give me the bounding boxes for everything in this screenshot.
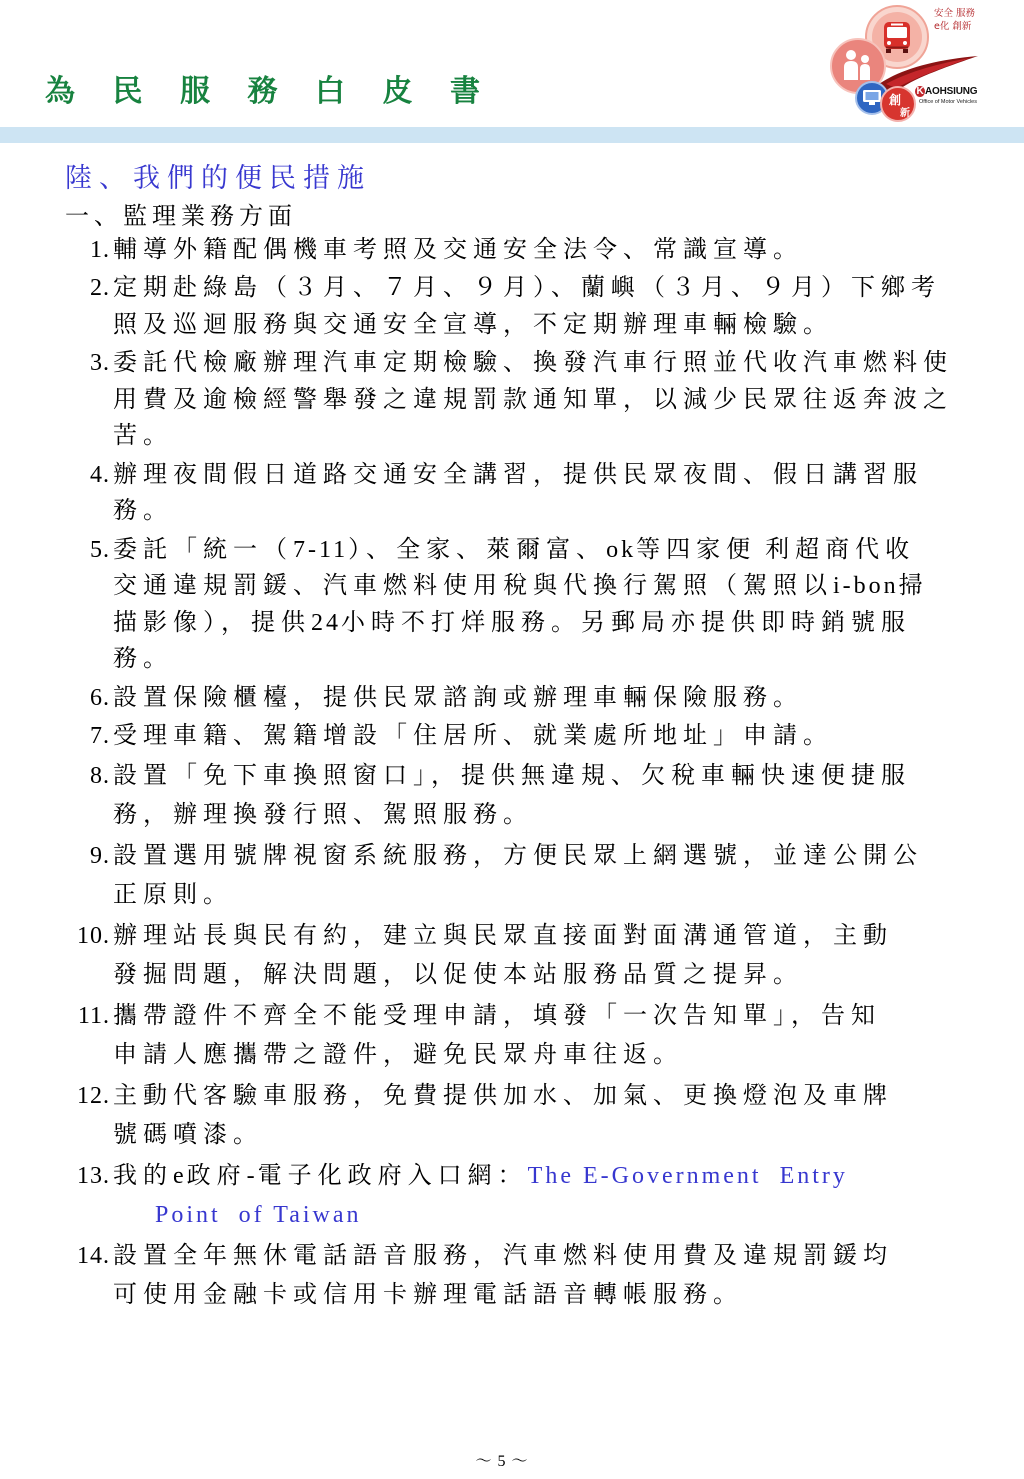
- logo-tagline-row-1: 安全 服務: [934, 8, 976, 19]
- list-item: [57, 232, 997, 269]
- item-text-line: 號碼噴漆。: [113, 1121, 263, 1148]
- item-body: [110, 270, 997, 343]
- item-body: [110, 997, 997, 1075]
- item-body: [110, 457, 997, 530]
- item-number: 10.: [77, 922, 110, 949]
- bus-window: [887, 27, 907, 38]
- list-item: [57, 532, 997, 678]
- item-text-line: 定期赴綠島（３月、７月、９月）、蘭嶼（３月、９月）下鄉考: [113, 275, 941, 302]
- item-body: [110, 532, 997, 678]
- list-item: [57, 917, 997, 995]
- item-text-line: 正原則。: [113, 881, 233, 908]
- innovation-badge: [881, 87, 915, 121]
- item-number: 12.: [77, 1082, 110, 1109]
- half-width-run: ok: [606, 536, 637, 563]
- person-body-child: [860, 64, 870, 80]
- item-text-line: 設置保險櫃檯，提供民眾諮詢或辦理車輛保險服務。: [113, 684, 803, 711]
- item-body: [110, 345, 997, 455]
- item-text-line: 務。: [113, 646, 173, 673]
- item-body: [110, 837, 997, 915]
- item-text-line: 設置「免下車換照窗口」，提供無違規、欠稅車輛快速便捷服: [113, 762, 911, 789]
- item-number: 3.: [90, 350, 110, 377]
- list-item: [57, 1077, 997, 1155]
- item-text-line: 申請人應攜帶之證件，避免民眾舟車往返。: [113, 1041, 683, 1068]
- item-text-line: 務。: [113, 498, 173, 525]
- bus-headlight-right: [903, 41, 907, 45]
- half-width-run: e: [173, 1162, 187, 1189]
- item-body: [110, 1237, 997, 1315]
- item-text-line: 攜帶證件不齊全不能受理申請，填發「一次告知單」，告知: [113, 1002, 881, 1029]
- item-body: [110, 680, 997, 717]
- item-body: [110, 757, 997, 835]
- logo-org-name: KAOHSIUNG: [916, 86, 978, 97]
- item-text-line: 務，辦理換發行照、駕照服務。: [113, 801, 533, 828]
- item-body: [110, 917, 997, 995]
- bus-sign: [891, 24, 903, 26]
- item-text-line: 輔導外籍配偶機車考照及交通安全法令、常識宣導。: [113, 236, 803, 263]
- item-text-line: [113, 1157, 997, 1196]
- list-item: [57, 997, 997, 1075]
- item-body: [110, 1157, 997, 1235]
- logo-graphic: [820, 0, 990, 126]
- list-item: [57, 345, 997, 455]
- item-number: 9.: [90, 842, 110, 869]
- e-government-link[interactable]: [528, 1163, 848, 1189]
- document-title: 為 民 服 務 白 皮 書: [45, 75, 495, 108]
- half-width-run: [756, 537, 765, 563]
- item-text-line: 苦。: [113, 423, 173, 450]
- monitor-stand: [869, 102, 875, 105]
- item-text-line: 可使用金融卡或信用卡辦理電話語音轉帳服務。: [113, 1281, 743, 1308]
- item-body: [110, 1077, 997, 1155]
- bus-wheel-left: [886, 49, 891, 53]
- bus-headlight-left: [887, 41, 891, 45]
- monitor-screen: [866, 92, 879, 100]
- badge-char-2: 新: [900, 108, 910, 119]
- person-head-adult: [846, 50, 856, 60]
- section-heading: 陸、我們的便民措施: [65, 163, 371, 193]
- item-text-line: 交通違規罰鍰、汽車燃料使用稅與代換行駕照（駕照以i-bon掃: [113, 573, 929, 600]
- logo-tagline-row-2: e化 創新: [934, 21, 972, 32]
- list-item: [57, 680, 997, 717]
- item-number: 5.: [90, 536, 110, 563]
- half-width-run: Point of Taiwan: [155, 1201, 362, 1228]
- item-text-line: 描影像），提供24小時不打烊服務。另郵局亦提供即時銷號服: [113, 609, 911, 636]
- half-width-run: -: [246, 1162, 258, 1189]
- list-item: [57, 757, 997, 835]
- item-number: 6.: [90, 684, 110, 711]
- item-text-line: 委託「統一（7-11）、全家、萊爾富、ok等四家便 利超商代收: [113, 536, 916, 563]
- person-body-adult: [844, 61, 858, 80]
- list-item: [57, 457, 997, 530]
- item-number: 7.: [90, 723, 110, 750]
- item-body: [110, 232, 997, 269]
- item-number: 4.: [90, 461, 110, 488]
- item-text-line: 受理車籍、駕籍增設「住居所、就業處所地址」申請。: [113, 723, 833, 750]
- half-width-run: The E-Government Entry: [527, 1162, 848, 1189]
- e-government-link-continued[interactable]: [155, 1202, 362, 1228]
- item-text-line: 發掘問題，解決問題，以促使本站服務品質之提昇。: [113, 961, 803, 988]
- item-text-line: 主動代客驗車服務，免費提供加水、加氣、更換燈泡及車牌: [113, 1082, 893, 1109]
- item-number: 11.: [77, 1002, 110, 1029]
- half-width-run: 7-11: [293, 536, 349, 563]
- item-number: 13.: [77, 1162, 110, 1189]
- section-subheading: 一、監理業務方面: [65, 204, 297, 230]
- person-head-child: [861, 55, 869, 63]
- list-item: [57, 837, 997, 915]
- half-width-run: 24: [311, 609, 341, 636]
- item-number: 8.: [90, 762, 110, 789]
- item-number: 1.: [90, 236, 110, 263]
- list-item: [57, 1237, 997, 1315]
- item-text: 我的e政府-電子化政府入口網：: [113, 1162, 528, 1189]
- item-text-line: 照及巡迴服務與交通安全宣導，不定期辦理車輛檢驗。: [113, 311, 833, 338]
- page-number: ～ 5 ～: [475, 1453, 529, 1470]
- bus-wheel-right: [903, 49, 908, 53]
- header-band: [0, 127, 1024, 143]
- item-text-line: [113, 1196, 997, 1235]
- item-body: [110, 718, 997, 755]
- item-text-line: 辦理站長與民有約，建立與民眾直接面對面溝通管道，主動: [113, 922, 893, 949]
- item-text-line: 辦理夜間假日道路交通安全講習，提供民眾夜間、假日講習服: [113, 461, 923, 488]
- half-width-run: i-bon: [833, 573, 899, 600]
- item-text-line: 設置選用號牌視窗系統服務，方便民眾上網選號，並達公開公: [113, 842, 923, 869]
- office-logo: [820, 0, 990, 126]
- item-text-line: 用費及逾檢經警舉發之違規罰款通知單，以減少民眾往返奔波之: [113, 386, 953, 413]
- list-item: [57, 1157, 997, 1235]
- list-item: [57, 718, 997, 755]
- item-number: 14.: [77, 1242, 110, 1269]
- logo-org-subtitle: Office of Motor Vehicles: [919, 99, 977, 105]
- measures-list: [57, 232, 997, 1317]
- item-number: 2.: [90, 275, 110, 302]
- item-text-line: 委託代檢廠辦理汽車定期檢驗、換發汽車行照並代收汽車燃料使: [113, 350, 953, 377]
- item-text-line: 設置全年無休電話語音服務，汽車燃料使用費及違規罰鍰均: [113, 1242, 893, 1269]
- list-item: [57, 270, 997, 343]
- badge-char-1: 創: [889, 93, 902, 107]
- bus-bumper: [886, 47, 908, 49]
